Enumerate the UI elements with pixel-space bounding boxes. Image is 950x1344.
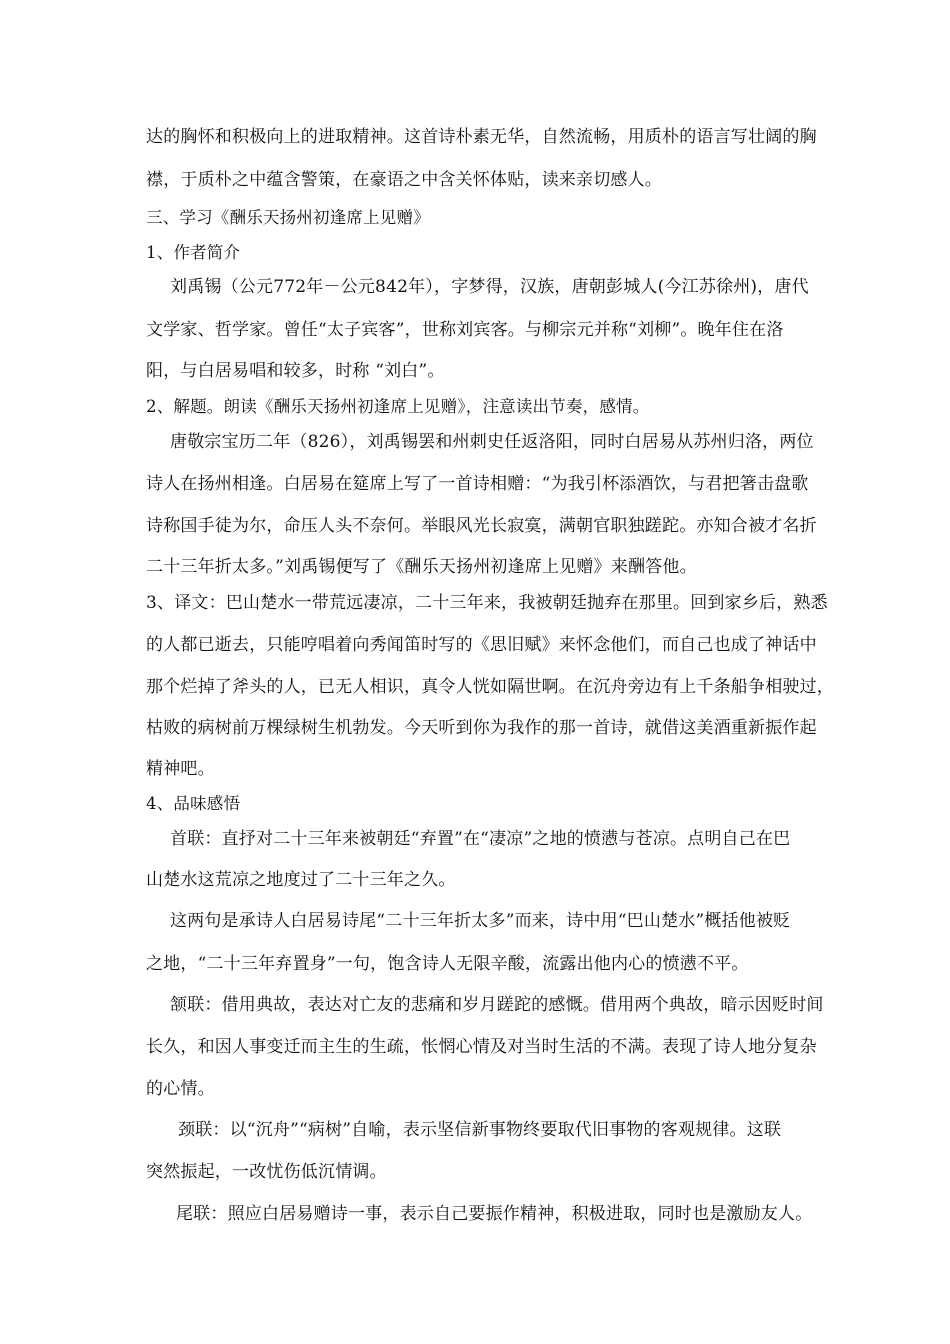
subsection-heading: 1、作者简介 xyxy=(146,243,241,262)
body-text-line: 精神吧。 xyxy=(146,759,215,779)
body-text-line: 襟，于质朴之中蕴含警策，在豪语之中含关怀体贴，读来亲切感人。 xyxy=(146,170,662,190)
body-text-line: 3、译文：巴山楚水一带荒远凄凉，二十三年来，我被朝廷抛弃在那里。回到家乡后，熟悉 xyxy=(146,593,828,613)
body-text-line: 山楚水这荒凉之地度过了二十三年之久。 xyxy=(146,870,456,890)
body-text-line: 二十三年折太多。”刘禹锡便写了《酬乐天扬州初逢席上见赠》来酬答他。 xyxy=(146,557,697,577)
body-text-line: 之地，“二十三年弃置身”一句，饱含诗人无限辛酸，流露出他内心的愤懑不平。 xyxy=(146,954,749,974)
body-text-line: 长久，和因人事变迁而主生的生疏，怅惘心情及对当时生活的不满。表现了诗人地分复杂 xyxy=(146,1037,817,1057)
body-text-line: 文学家、哲学家。曾任“太子宾客”，世称刘宾客。与柳宗元并称“刘柳”。晚年住在洛 xyxy=(146,320,784,340)
body-text-line: 刘禹锡（公元772年－公元842年），字梦得，汉族，唐朝彭城人(今江苏徐州)，唐代 xyxy=(170,277,809,297)
body-text-line: 颈联：以“沉舟”“病树”自喻，表示坚信新事物终要取代旧事物的客观规律。这联 xyxy=(178,1120,782,1140)
body-text-line: 尾联：照应白居易赠诗一事，表示自己要振作精神，积极进取，同时也是激励友人。 xyxy=(176,1204,813,1224)
body-text-line: 枯败的病树前万棵绿树生机勃发。今天听到你为我作的那一首诗，就借这美酒重新振作起 xyxy=(146,718,817,738)
body-text-line: 那个烂掉了斧头的人，已无人相识，真令人恍如隔世啊。在沉舟旁边有上千条船争相驶过， xyxy=(146,677,834,697)
body-text-line: 诗称国手徒为尔，命压人头不奈何。举眼风光长寂寞，满朝官职独蹉跎。亦知合被才名折 xyxy=(146,516,817,536)
body-text-line: 达的胸怀和积极向上的进取精神。这首诗朴素无华，自然流畅，用质朴的语言写壮阔的胸 xyxy=(146,127,817,147)
body-text-line: 突然振起，一改忧伤低沉情调。 xyxy=(146,1162,387,1182)
body-text-line: 唐敬宗宝历二年（826），刘禹锡罢和州刺史任返洛阳，同时白居易从苏州归洛，两位 xyxy=(170,432,814,452)
subsection-heading: 4、品味感悟 xyxy=(146,794,241,813)
subsection-heading: 2、解题。朗读《酬乐天扬州初逢席上见赠》，注意读出节奏，感情。 xyxy=(146,397,650,416)
body-text-line: 阳，与白居易唱和较多，时称 “刘白”。 xyxy=(146,361,445,381)
body-text-line: 诗人在扬州相逢。白居易在筵席上写了一首诗相赠：“为我引杯添酒饮，与君把箸击盘歌 xyxy=(146,474,809,494)
body-text-line: 的心情。 xyxy=(146,1079,215,1099)
body-text-line: 这两句是承诗人白居易诗尾“二十三年折太多”而来，诗中用“巴山楚水”概括他被贬 xyxy=(170,911,791,931)
section-heading: 三、学习《酬乐天扬州初逢席上见赠》 xyxy=(146,208,430,227)
body-text-line: 颔联：借用典故，表达对亡友的悲痛和岁月蹉跎的感慨。借用两个典故，暗示因贬时间 xyxy=(170,995,824,1015)
body-text-line: 首联：直抒对二十三年来被朝廷“弃置”在“凄凉”之地的愤懑与苍凉。点明自己在巴 xyxy=(170,829,791,849)
body-text-line: 的人都已逝去，只能哼唱着向秀闻笛时写的《思旧赋》来怀念他们，而自己也成了神话中 xyxy=(146,635,817,655)
